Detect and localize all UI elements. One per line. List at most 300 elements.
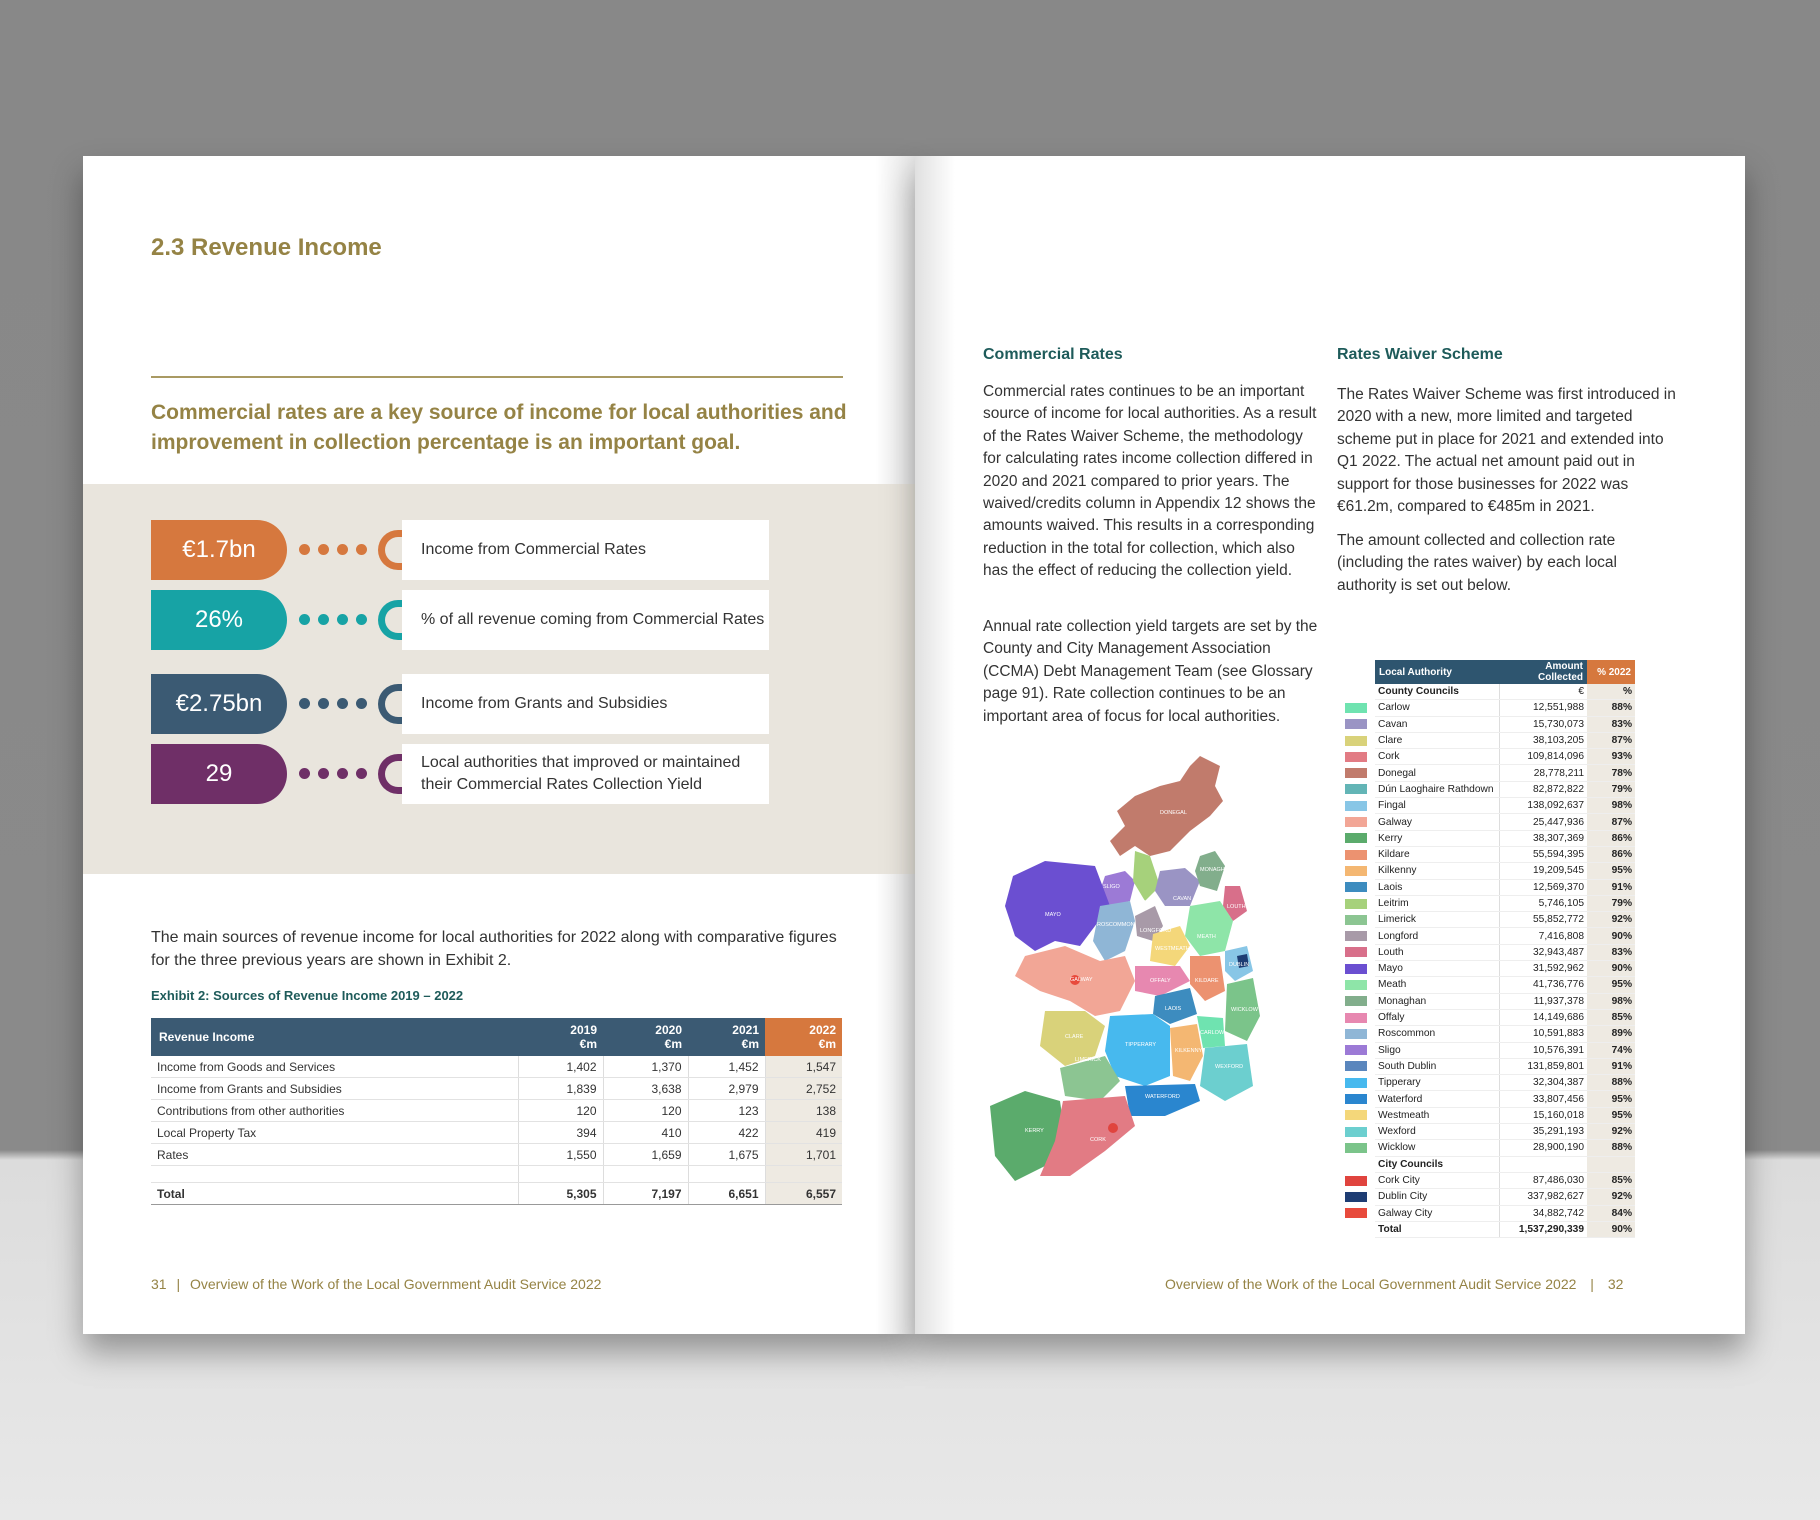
dot	[318, 614, 329, 625]
cell-value: 410	[603, 1122, 688, 1144]
swatch	[1345, 1094, 1367, 1104]
color-swatch	[1345, 1189, 1375, 1205]
empty-cell	[603, 1166, 688, 1183]
rates-row	[1345, 765, 1635, 781]
revenue-table	[151, 1018, 842, 1205]
unit: €m	[664, 1037, 682, 1051]
collection-pct: 88%	[1587, 1140, 1635, 1156]
collection-pct: 74%	[1587, 1042, 1635, 1058]
unit: €m	[741, 1037, 759, 1051]
map-label-longford: LONGFORD	[1140, 928, 1172, 934]
units-row	[1345, 684, 1635, 700]
amount-collected: 33,807,456	[1499, 1091, 1587, 1107]
swatch	[1345, 1110, 1367, 1120]
stat-label: Income from Grants and Subsidies	[402, 674, 769, 734]
authority-name: Dún Laoghaire Rathdown	[1375, 781, 1499, 797]
authority-name: Roscommon	[1375, 1026, 1499, 1042]
collection-pct: 90%	[1587, 1221, 1635, 1237]
row-label: Local Property Tax	[151, 1122, 518, 1144]
swatch	[1345, 703, 1367, 713]
dot	[356, 768, 367, 779]
cell-value: 1,675	[688, 1144, 765, 1166]
rates-row	[1345, 1026, 1635, 1042]
authority-name: Meath	[1375, 977, 1499, 993]
stat-value: 29	[151, 744, 287, 804]
swatch	[1345, 1176, 1367, 1186]
collection-pct: 95%	[1587, 863, 1635, 879]
authority-name: Kerry	[1375, 830, 1499, 846]
color-swatch	[1345, 895, 1375, 911]
map-label-leitrim: LEITRIM	[1137, 900, 1159, 906]
amount-collected: 15,160,018	[1499, 1107, 1587, 1123]
color-swatch	[1345, 863, 1375, 879]
collection-pct: 92%	[1587, 912, 1635, 928]
amount-collected: 82,872,822	[1499, 781, 1587, 797]
swatch	[1345, 1192, 1367, 1202]
swatch	[1345, 947, 1367, 957]
empty-cell	[151, 1166, 518, 1183]
rates-row	[1345, 928, 1635, 944]
collection-pct: 78%	[1587, 765, 1635, 781]
swatch	[1345, 1061, 1367, 1071]
collection-pct: 91%	[1587, 1058, 1635, 1074]
dot	[318, 698, 329, 709]
revenue-header-label: Revenue Income	[151, 1018, 518, 1056]
color-swatch	[1345, 716, 1375, 732]
amount-collected: 10,576,391	[1499, 1042, 1587, 1058]
collection-pct: 95%	[1587, 1091, 1635, 1107]
map-label-wexford: WEXFORD	[1215, 1064, 1244, 1070]
stat-label: % of all revenue coming from Commercial Rates	[402, 590, 769, 650]
rates-row	[1345, 993, 1635, 1009]
connector-dots	[299, 768, 367, 780]
section-title: 2.3 Revenue Income	[151, 234, 382, 261]
cell-value: 6,557	[765, 1183, 842, 1205]
dot	[318, 544, 329, 555]
row-label: Rates	[151, 1144, 518, 1166]
dot	[337, 544, 348, 555]
amount-collected: 55,852,772	[1499, 912, 1587, 928]
color-swatch	[1345, 993, 1375, 1009]
map-label-monaghan: MONAGHAN	[1200, 867, 1233, 873]
authority-name: Kildare	[1375, 846, 1499, 862]
rates-row	[1345, 944, 1635, 960]
collection-pct: 95%	[1587, 1107, 1635, 1123]
cell-value: 419	[765, 1122, 842, 1144]
rates-row	[1345, 1140, 1635, 1156]
stat-value: €1.7bn	[151, 520, 287, 580]
amount-collected: 131,859,801	[1499, 1058, 1587, 1074]
dot	[337, 698, 348, 709]
year-2019: 2019	[570, 1023, 597, 1037]
amount-collected: 7,416,808	[1499, 928, 1587, 944]
color-swatch	[1345, 1205, 1375, 1221]
year-2021: 2021	[732, 1023, 759, 1037]
amount-collected: 10,591,883	[1499, 1026, 1587, 1042]
swatch	[1345, 817, 1367, 827]
color-swatch	[1345, 846, 1375, 862]
rates-row	[1345, 879, 1635, 895]
stat-value: €2.75bn	[151, 674, 287, 734]
county-wexford	[1200, 1044, 1253, 1101]
cell-value: 422	[688, 1122, 765, 1144]
cell-value: 1,659	[603, 1144, 688, 1166]
cell-value: 1,839	[518, 1078, 603, 1100]
dot	[356, 544, 367, 555]
authority-name: Fingal	[1375, 798, 1499, 814]
map-label-offaly: OFFALY	[1150, 978, 1171, 984]
rates-row	[1345, 1189, 1635, 1205]
collection-pct: 95%	[1587, 977, 1635, 993]
color-swatch	[1345, 732, 1375, 748]
rates-row	[1345, 895, 1635, 911]
stat-label: Local authorities that improved or maintained their Commercial Rates Collection Yield	[402, 744, 769, 804]
footer-text: Overview of the Work of the Local Government Audit Service 2022	[190, 1276, 602, 1292]
cell-value: 1,402	[518, 1056, 603, 1078]
footer-separator: |	[1590, 1276, 1594, 1292]
row-label: Contributions from other authorities	[151, 1100, 518, 1122]
swatch	[1345, 1127, 1367, 1137]
authority-name: Mayo	[1375, 961, 1499, 977]
rates-waiver-paragraph-1: The Rates Waiver Scheme was first introduced in 2020 with a new, more limited and targeted scheme put in place for 2021 and extended into Q1 2022. The actual net amount paid out in support for those businesses for 2022 was €61.2m, compared to €485m in 2021.	[1337, 386, 1676, 516]
lead-statement: Commercial rates are a key source of income for local authorities and improvement in collection percentage is an important goal.	[151, 401, 847, 454]
cell-value: 1,701	[765, 1144, 842, 1166]
authority-name: Kilkenny	[1375, 863, 1499, 879]
authority-name: Sligo	[1375, 1042, 1499, 1058]
collection-pct: 92%	[1587, 1124, 1635, 1140]
rates-waiver-heading: Rates Waiver Scheme	[1337, 346, 1503, 363]
page-number: 31	[151, 1276, 167, 1292]
authority-name: Louth	[1375, 944, 1499, 960]
authority-name: Cavan	[1375, 716, 1499, 732]
connector-dots	[299, 614, 367, 626]
collection-pct: 79%	[1587, 781, 1635, 797]
amount-header: Amount Collected	[1499, 660, 1587, 684]
swatch	[1345, 1029, 1367, 1039]
collection-pct: 98%	[1587, 993, 1635, 1009]
page-footer	[151, 1276, 601, 1292]
collection-pct: 83%	[1587, 716, 1635, 732]
authority-name: Donegal	[1375, 765, 1499, 781]
rates-row	[1345, 1009, 1635, 1025]
cork-city	[1108, 1123, 1118, 1133]
authority-name: Galway	[1375, 814, 1499, 830]
amount-unit: €	[1499, 684, 1587, 700]
authority-name: Westmeath	[1375, 1107, 1499, 1123]
amount-collected: 15,730,073	[1499, 716, 1587, 732]
amount-collected: 87,486,030	[1499, 1172, 1587, 1188]
amount-collected: 32,943,487	[1499, 944, 1587, 960]
swatch	[1345, 899, 1367, 909]
swatch	[1345, 1045, 1367, 1055]
map-label-kerry: KERRY	[1025, 1128, 1044, 1134]
amount-collected: 38,103,205	[1499, 732, 1587, 748]
swatch	[1345, 980, 1367, 990]
collection-pct: 98%	[1587, 798, 1635, 814]
swatch	[1345, 801, 1367, 811]
map-label-wicklow: WICKLOW	[1231, 1007, 1258, 1013]
color-swatch	[1345, 1140, 1375, 1156]
empty-cell	[765, 1166, 842, 1183]
rates-row	[1345, 830, 1635, 846]
empty-cell	[518, 1166, 603, 1183]
cell-value: 2,752	[765, 1078, 842, 1100]
authority-name: Cork City	[1375, 1172, 1499, 1188]
ireland-map	[985, 756, 1325, 1226]
authority-name: Limerick	[1375, 912, 1499, 928]
rates-table-body	[1345, 684, 1635, 1238]
map-label-cavan: CAVAN	[1173, 896, 1192, 902]
amount-collected: 34,882,742	[1499, 1205, 1587, 1221]
swatch	[1345, 1143, 1367, 1153]
collection-pct: 86%	[1587, 830, 1635, 846]
amount-collected: 14,149,686	[1499, 1009, 1587, 1025]
collection-pct: 87%	[1587, 732, 1635, 748]
authority-name: Monaghan	[1375, 993, 1499, 1009]
rates-row	[1345, 977, 1635, 993]
map-label-galway: GALWAY	[1070, 977, 1093, 983]
collection-pct: 85%	[1587, 1172, 1635, 1188]
city-councils-row	[1345, 1156, 1635, 1172]
total-row	[151, 1183, 842, 1205]
dot	[337, 768, 348, 779]
color-swatch	[1345, 1107, 1375, 1123]
rates-row	[1345, 798, 1635, 814]
connector-dots	[299, 698, 367, 710]
authority-name: Wexford	[1375, 1124, 1499, 1140]
map-label-laois: LAOIS	[1165, 1006, 1182, 1012]
color-swatch	[1345, 1009, 1375, 1025]
cell-value: 1,452	[688, 1056, 765, 1078]
dot	[337, 614, 348, 625]
color-swatch	[1345, 1221, 1375, 1237]
revenue-table-body	[151, 1056, 842, 1205]
year-header	[765, 1018, 842, 1056]
authority-name: Cork	[1375, 749, 1499, 765]
cell-value: 394	[518, 1122, 603, 1144]
page-footer	[1165, 1276, 1623, 1292]
amount-collected: 11,937,378	[1499, 993, 1587, 1009]
swatch	[1345, 768, 1367, 778]
intro-paragraph: The main sources of revenue income for local authorities for 2022 along with comparative figures for the three previous years are shown in Exhibit 2.	[151, 929, 837, 969]
collection-pct: 90%	[1587, 928, 1635, 944]
authority-name: South Dublin	[1375, 1058, 1499, 1074]
map-label-donegal: DONEGAL	[1160, 810, 1187, 816]
map-label-tipperary: TIPPERARY	[1125, 1042, 1157, 1048]
map-label-dublin: DUBLIN	[1229, 962, 1250, 968]
connector-dots	[299, 544, 367, 556]
dot	[356, 614, 367, 625]
amount-collected: 19,209,545	[1499, 863, 1587, 879]
map-label-westmeath: WESTMEATH	[1155, 946, 1190, 952]
map-label-clare: CLARE	[1065, 1034, 1084, 1040]
color-swatch	[1345, 1042, 1375, 1058]
stat-row	[151, 674, 791, 734]
amount-collected: 28,900,190	[1499, 1140, 1587, 1156]
empty-cell	[1345, 684, 1375, 700]
map-label-kilkenny: KILKENNY	[1175, 1048, 1203, 1054]
rates-row	[1345, 912, 1635, 928]
rates-row	[1345, 1042, 1635, 1058]
collection-pct: 91%	[1587, 879, 1635, 895]
stat-row	[151, 744, 791, 804]
rates-row	[1345, 863, 1635, 879]
swatch	[1345, 1078, 1367, 1088]
color-swatch	[1345, 1091, 1375, 1107]
map-label-carlow: CARLOW	[1200, 1030, 1225, 1036]
rates-row	[1345, 749, 1635, 765]
rates-row	[1345, 1124, 1635, 1140]
commercial-rates-paragraph-1: Commercial rates continues to be an important source of income for local authorities. As a result of the Rates Waiver Scheme, the methodology for calculating rates income collection differed in 2020 and 2021 compared to prior years. The waived/credits column in Appendix 12 shows the amounts waived. This results in a corresponding reduction in the total for collection, which also has the effect of reducing the collection yield.	[983, 383, 1317, 580]
footer-separator: |	[176, 1276, 181, 1292]
empty-cell	[688, 1166, 765, 1183]
amount-collected: 55,594,395	[1499, 846, 1587, 862]
amount-collected: 337,982,627	[1499, 1189, 1587, 1205]
collection-pct: 84%	[1587, 1205, 1635, 1221]
swatch	[1345, 882, 1367, 892]
rates-row	[1345, 1205, 1635, 1221]
collection-pct: 93%	[1587, 749, 1635, 765]
page-number: 32	[1607, 1276, 1624, 1292]
color-swatch	[1345, 961, 1375, 977]
cell-value: 123	[688, 1100, 765, 1122]
authority-name: Wicklow	[1375, 1140, 1499, 1156]
swatch	[1345, 833, 1367, 843]
color-swatch	[1345, 781, 1375, 797]
authority-name: Dublin City	[1375, 1189, 1499, 1205]
color-swatch	[1345, 1075, 1375, 1091]
empty-cell	[1345, 1156, 1375, 1172]
collection-pct: 79%	[1587, 895, 1635, 911]
color-swatch	[1345, 928, 1375, 944]
color-swatch	[1345, 1124, 1375, 1140]
color-swatch	[1345, 977, 1375, 993]
unit: €m	[579, 1037, 597, 1051]
rates-row	[1345, 1058, 1635, 1074]
color-swatch	[1345, 1172, 1375, 1188]
collection-pct: 89%	[1587, 1026, 1635, 1042]
cell-value: 2,979	[688, 1078, 765, 1100]
authority-header: Local Authority	[1375, 660, 1499, 684]
county-waterford	[1125, 1084, 1200, 1116]
swatch	[1345, 931, 1367, 941]
map-label-roscommon: ROSCOMMON	[1097, 922, 1135, 928]
commercial-rates-paragraph-2: Annual rate collection yield targets are set by the County and City Management Association (CCMA) Debt Management Team (see Glossary page 91). Rate collection continues to be an important area of focus for local authorities.	[983, 618, 1318, 725]
map-label-limerick: LIMERICK	[1075, 1057, 1101, 1063]
color-swatch	[1345, 798, 1375, 814]
rates-table	[1345, 660, 1635, 1238]
divider	[151, 376, 843, 378]
collection-pct: 87%	[1587, 814, 1635, 830]
year-header	[688, 1018, 765, 1056]
city-councils-label: City Councils	[1375, 1156, 1499, 1172]
rates-waiver-paragraph-2: The amount collected and collection rate (including the rates waiver) by each local authority is set out below.	[1337, 532, 1617, 594]
rates-row	[1345, 732, 1635, 748]
collection-pct: 90%	[1587, 961, 1635, 977]
swatch-header	[1345, 660, 1375, 684]
footer-text: Overview of the Work of the Local Government Audit Service 2022	[1165, 1276, 1577, 1292]
stat-value: 26%	[151, 590, 287, 650]
rates-row	[1345, 1107, 1635, 1123]
cell-value: 3,638	[603, 1078, 688, 1100]
map-label-kildare: KILDARE	[1195, 978, 1219, 984]
color-swatch	[1345, 879, 1375, 895]
color-swatch	[1345, 912, 1375, 928]
cell-value: 7,197	[603, 1183, 688, 1205]
swatch	[1345, 784, 1367, 794]
row-label: Income from Goods and Services	[151, 1056, 518, 1078]
pct-header: % 2022	[1587, 660, 1635, 684]
map-label-sligo: SLIGO	[1103, 884, 1120, 890]
swatch	[1345, 1208, 1367, 1218]
collection-pct: 83%	[1587, 944, 1635, 960]
map-label-meath: MEATH	[1197, 934, 1216, 940]
empty-cell	[1499, 1156, 1587, 1172]
county-roscommon	[1093, 901, 1135, 961]
map-label-cork: CORK	[1090, 1137, 1106, 1143]
table-row	[151, 1144, 842, 1166]
year-header	[518, 1018, 603, 1056]
spine-shadow	[915, 156, 955, 1334]
table-row	[151, 1078, 842, 1100]
map-label-mayo: MAYO	[1045, 912, 1061, 918]
county-councils-label: County Councils	[1375, 684, 1499, 700]
rates-row	[1345, 1091, 1635, 1107]
stat-row	[151, 520, 791, 580]
color-swatch	[1345, 700, 1375, 716]
swatch	[1345, 719, 1367, 729]
table-row	[151, 1100, 842, 1122]
authority-name: Tipperary	[1375, 1075, 1499, 1091]
dot	[299, 768, 310, 779]
empty-cell	[1587, 1156, 1635, 1172]
collection-pct: 92%	[1587, 1189, 1635, 1205]
dot	[299, 614, 310, 625]
authority-name: Offaly	[1375, 1009, 1499, 1025]
swatch	[1345, 915, 1367, 925]
color-swatch	[1345, 830, 1375, 846]
authority-name: Laois	[1375, 879, 1499, 895]
amount-collected: 12,551,988	[1499, 700, 1587, 716]
dot	[299, 544, 310, 555]
cell-value: 1,550	[518, 1144, 603, 1166]
cell-value: 5,305	[518, 1183, 603, 1205]
stat-row	[151, 590, 791, 650]
rates-row	[1345, 716, 1635, 732]
amount-collected: 38,307,369	[1499, 830, 1587, 846]
rates-row	[1345, 700, 1635, 716]
right-page	[915, 156, 1745, 1334]
dot	[356, 698, 367, 709]
swatch	[1345, 736, 1367, 746]
rates-row	[1345, 846, 1635, 862]
cell-value: 1,370	[603, 1056, 688, 1078]
swatch	[1345, 866, 1367, 876]
collection-pct: 88%	[1587, 1075, 1635, 1091]
county-leitrim	[1133, 851, 1160, 901]
map-label-louth: LOUTH	[1227, 904, 1246, 910]
cell-value: 120	[518, 1100, 603, 1122]
rates-row	[1345, 781, 1635, 797]
color-swatch	[1345, 944, 1375, 960]
row-label: Income from Grants and Subsidies	[151, 1078, 518, 1100]
amount-collected: 12,569,370	[1499, 879, 1587, 895]
county-donegal	[1110, 756, 1223, 856]
cell-value: 120	[603, 1100, 688, 1122]
swatch	[1345, 996, 1367, 1006]
table-row	[151, 1122, 842, 1144]
commercial-rates-heading: Commercial Rates	[983, 346, 1123, 363]
